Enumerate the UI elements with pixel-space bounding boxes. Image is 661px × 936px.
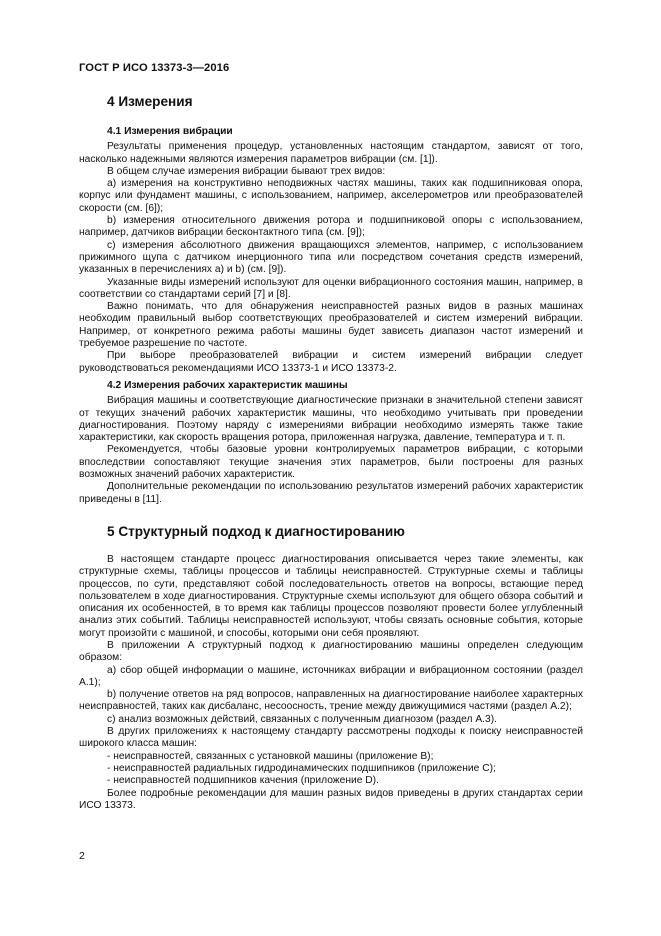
- paragraph: Результаты применения процедур, установленных настоящим стандартом, зависят от того, насколько надежными являются измерения параметров вибрации (см. [1]).: [79, 141, 583, 165]
- paragraph: Указанные виды измерений используют для оценки вибрационного состояния машин, например, в соответствии со стандартами серий [7] и [8].: [79, 276, 583, 300]
- list-item: - неисправностей, связанных с установкой машины (приложение В);: [107, 750, 434, 762]
- paragraph: Рекомендуется, чтобы базовые уровни контролируемых параметров вибрации, с которыми впоследствии сопоставляют текущие значения этих параметров, были построены для разных возможных значений рабочих характеристик.: [79, 444, 583, 481]
- section-5-title: 5 Структурный подход к диагностированию: [107, 523, 405, 539]
- paragraph: В настоящем стандарте процесс диагностирования описывается через такие элементы, как структурные схемы, таблицы процессов и таблицы неисправностей. Структурные схемы и таблицы процессов, по сути, представляют собой последовательность ответов на вопросы, встающие перед пользователем в ходе диагностирования. Структурные схемы используют для общего обзора событий и описания их особенностей, в то время как таблицы процессов позволяют провести более углубленный анализ этих событий. Таблицы неисправностей используют, чтобы связать основные события, которые могут произойти с машиной, и способы, которыми они себя проявляют.: [79, 553, 583, 639]
- list-item: с) анализ возможных действий, связанных с полученным диагнозом (раздел А.3).: [107, 713, 497, 725]
- list-item: а) измерения на конструктивно неподвижных частях машины, таких как подшипниковая опора, корпус или фундамент машины, с использованием, например, акселерометров или преобразователей скорости (см. [6]);: [79, 178, 583, 214]
- list-item: а) сбор общей информации о машине, источниках вибрации и вибрационном состоянии (раздел А.1);: [79, 664, 583, 688]
- document-header: ГОСТ Р ИСО 13373-3—2016: [79, 62, 230, 74]
- subsection-4-2-title: 4.2 Измерения рабочих характеристик машины: [107, 379, 348, 391]
- list-item: b) измерения относительного движения ротора и подшипниковой опоры с использованием, например, датчиков вибрации бесконтактного типа (см. [9]);: [79, 215, 583, 239]
- paragraph: Более подробные рекомендации для машин разных видов приведены в других стандартах серии ИСО 13373.: [79, 787, 583, 811]
- paragraph: Важно понимать, что для обнаружения неисправностей разных видов в разных машинах необходим правильный выбор соответствующих преобразователей и систем измерений вибрации. Например, от конкретного режима работы машины будет зависеть диапазон частот измерений и требуемое разрешение по частоте.: [79, 301, 583, 350]
- subsection-4-1-title: 4.1 Измерения вибрации: [107, 126, 233, 137]
- section-4-title: 4 Измерения: [107, 94, 193, 109]
- list-item: с) измерения абсолютного движения вращающихся элементов, например, с использованием прижимного щупа с датчиком инерционного типа или посредством сочетания средств измерений, указанных в перечислениях а) и b) (см. [9]).: [79, 239, 583, 276]
- paragraph: Вибрация машины и соответствующие диагностические признаки в значительной степени зависят от текущих значений рабочих характеристик машины, что необходимо учитывать при проведении диагностирования. Поэтому наряду с измерениями вибрации необходимо измерять также такие характеристики, как скорость вращения ротора, приложенная нагрузка, давление, температура и т. п.: [79, 395, 583, 444]
- paragraph: Дополнительные рекомендации по использованию результатов измерений рабочих характеристик приведены в [11].: [79, 481, 583, 505]
- paragraph: В общем случае измерения вибрации бывают трех видов:: [107, 165, 386, 177]
- list-item: - неисправностей подшипников качения (приложение D).: [107, 775, 379, 787]
- page-content: [79, 94, 583, 812]
- list-item: b) получение ответов на ряд вопросов, направленных на диагностирование наиболее характерных неисправностей, таких как дисбаланс, несоосность, трение между движущимися частями (раздел А.2);: [79, 689, 583, 713]
- list-item: - неисправностей радиальных гидродинамических подшипников (приложение С);: [107, 762, 496, 774]
- page-number: 2: [79, 850, 85, 862]
- paragraph: В других приложениях к настоящему стандарту рассмотрены подходы к поиску неисправностей широкого класса машин:: [79, 726, 583, 750]
- paragraph: При выборе преобразователей вибрации и систем измерений вибрации следует руководствоваться рекомендациями ИСО 13373-1 и ИСО 13373-2.: [79, 350, 583, 374]
- paragraph: В приложении А структурный подход к диагностированию машины определен следующим образом:: [79, 639, 583, 664]
